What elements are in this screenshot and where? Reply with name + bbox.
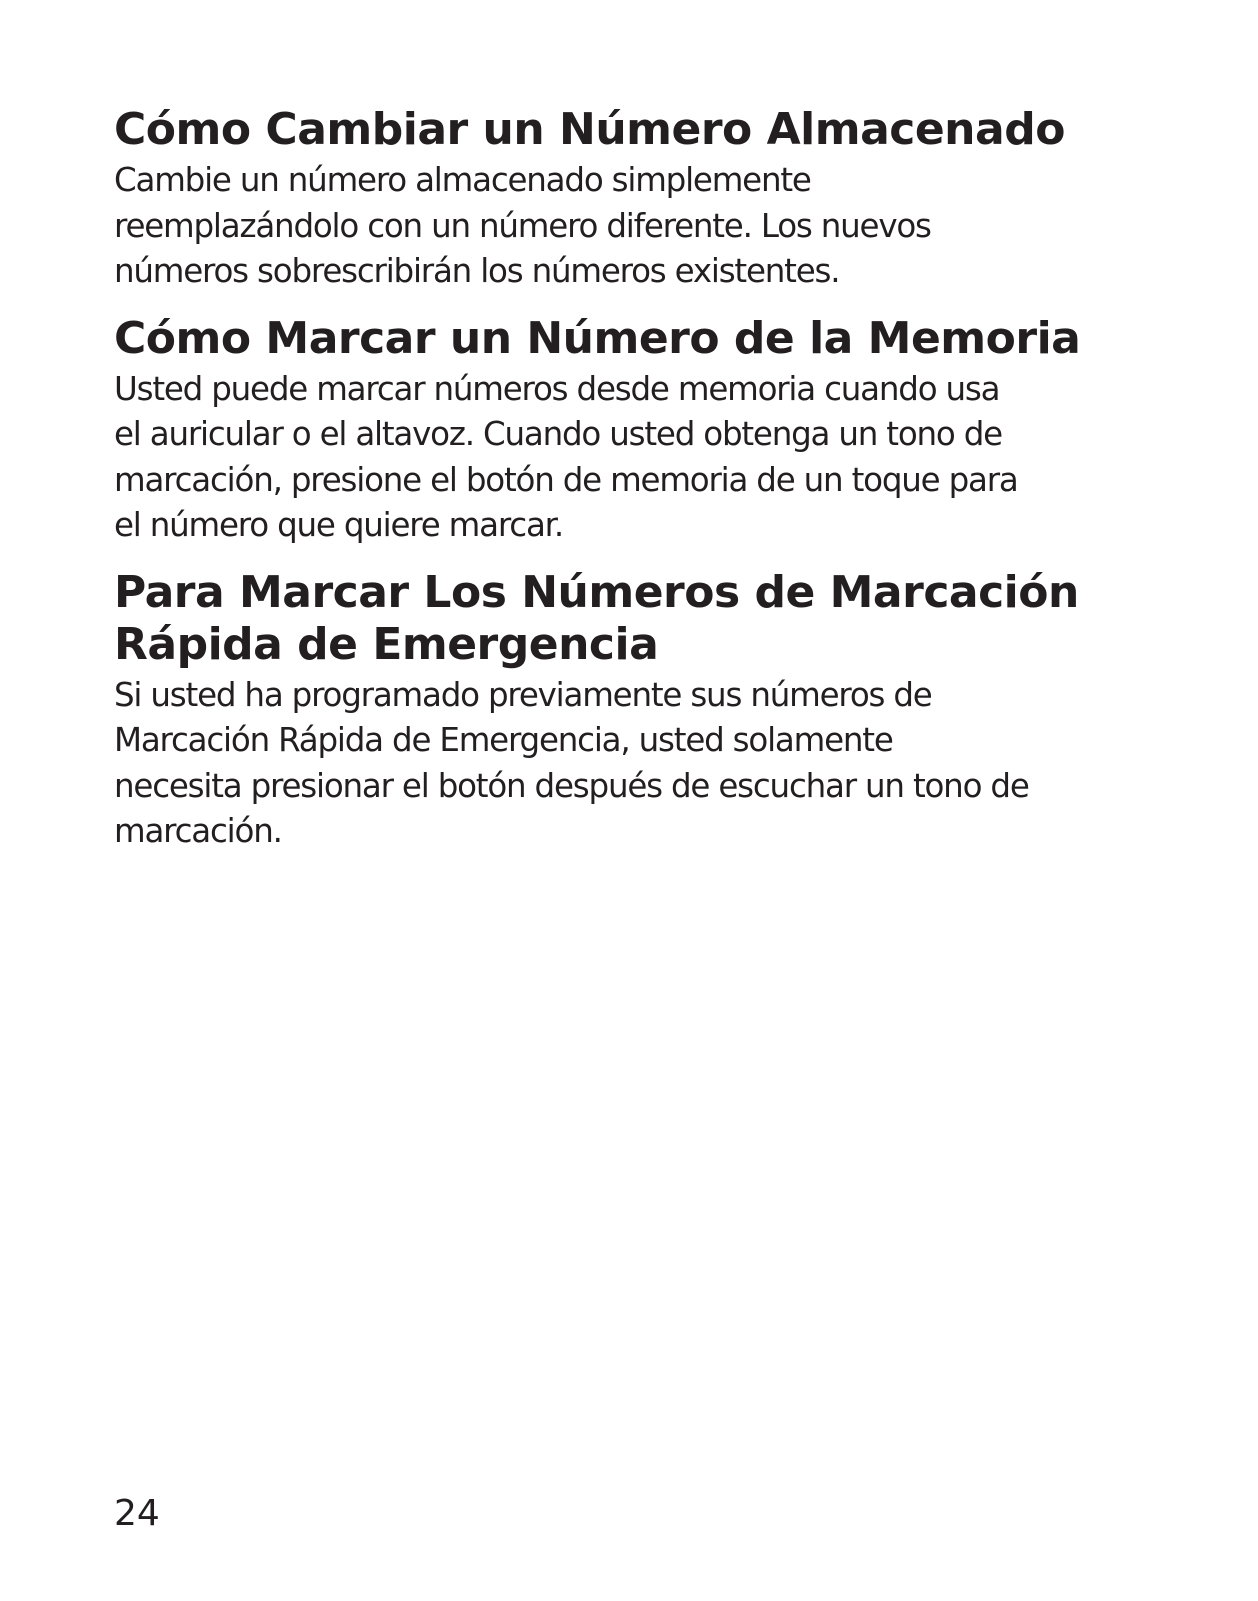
body-line: Marcación Rápida de Emergencia, usted solamente (114, 721, 893, 759)
page-number: 24 (114, 1493, 160, 1534)
section-heading (114, 313, 1154, 365)
body-line: Cambie un número almacenado simplemente (114, 161, 811, 199)
body-line: necesita presionar el botón después de escuchar un tono de (114, 766, 1029, 805)
body-line: marcación. (114, 812, 282, 850)
heading-line: Para Marcar Los Números de Marcación (114, 566, 1079, 618)
manual-page (114, 104, 1154, 855)
section-dial-from-memory (114, 313, 1154, 549)
body-line: el número que quiere marcar. (114, 506, 563, 544)
heading-line: Cómo Cambiar un Número Almacenado (114, 104, 1065, 155)
body-line: números sobrescribirán los números existentes. (114, 252, 840, 290)
section-heading (114, 567, 1154, 671)
body-line: el auricular o el altavoz. Cuando usted obtenga un tono de (114, 415, 1002, 453)
body-line: marcación, presione el botón de memoria de un toque para (114, 460, 1018, 499)
body-line: Usted puede marcar números desde memoria cuando usa (114, 369, 1000, 408)
section-body (114, 673, 1154, 855)
heading-line: Rápida de Emergencia (114, 618, 659, 670)
section-change-stored-number (114, 104, 1154, 295)
section-body (114, 158, 1154, 295)
heading-line: Cómo Marcar un Número de la Memoria (114, 312, 1081, 364)
body-line: Si usted ha programado previamente sus números de (114, 675, 932, 714)
body-line: reemplazándolo con un número diferente. Los nuevos (114, 206, 931, 245)
section-heading (114, 104, 1154, 156)
section-emergency-speed-dial (114, 567, 1154, 855)
section-body (114, 367, 1154, 549)
